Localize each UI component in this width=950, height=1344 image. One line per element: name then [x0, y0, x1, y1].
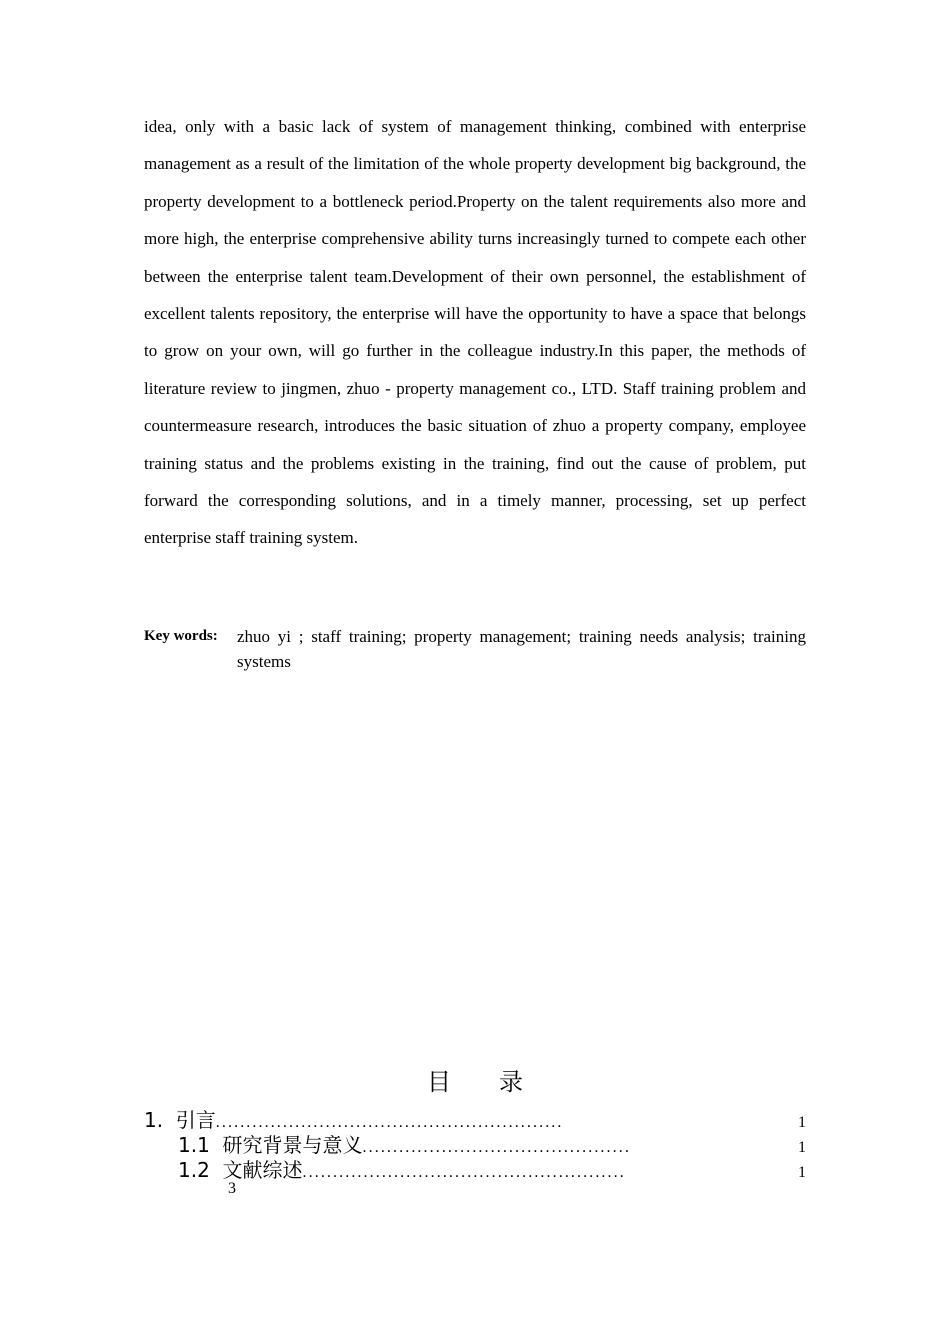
toc-leader-dots: ............................................ — [362, 1139, 631, 1156]
toc-entry-literature-review[interactable] — [144, 1154, 806, 1182]
toc-entry-introduction[interactable] — [144, 1104, 806, 1132]
toc-entry-page: 1 — [798, 1164, 806, 1181]
keywords-block — [144, 624, 806, 674]
table-of-contents — [144, 1104, 806, 1199]
toc-overflow-page-number: 3 — [228, 1180, 236, 1197]
keywords-text: zhuo yi ; staff training; property management; training needs analysis; training systems — [237, 627, 806, 671]
toc-entry-background[interactable] — [144, 1129, 806, 1157]
toc-leader-dots: ..................................................... — [302, 1164, 626, 1181]
toc-title: 目录 — [427, 1068, 571, 1096]
toc-entry-label: 研究背景与意义 — [222, 1133, 363, 1157]
toc-entry-number: 1.2 — [178, 1158, 223, 1182]
toc-entry-number: 1. — [144, 1108, 176, 1132]
abstract-paragraph: idea, only with a basic lack of system of management thinking, combined with enterprise management as a result of the limitation of the whole property development big background, the property development to a bottleneck period.Property on the talent requirements also more and more high, the enterprise comprehensive ability turns increasingly turned to compete each other between the enterprise talent team.Development of their own personnel, the establishment of excellent talents repository, the enterprise will have the opportunity to have a space that belongs to grow on your own, will go further in the colleague industry.In this paper, the methods of literature review to jingmen, zhuo - property management co., LTD. Staff training problem and countermeasure research, introduces the basic situation of zhuo a property company, employee training status and the problems existing in the training, find out the cause of problem, put forward the corresponding solutions, and in a timely manner, processing, set up perfect enterprise staff training system. — [144, 117, 806, 548]
toc-entry-label: 引言 — [175, 1108, 216, 1132]
toc-entry-label: 文献综述 — [222, 1158, 303, 1182]
keywords-label: Key words: — [144, 628, 218, 644]
toc-leader-dots: ......................................................... — [215, 1114, 564, 1131]
toc-entry-page: 1 — [798, 1114, 806, 1131]
toc-entry-number: 1.1 — [178, 1133, 223, 1157]
toc-entry-page: 1 — [798, 1139, 806, 1156]
